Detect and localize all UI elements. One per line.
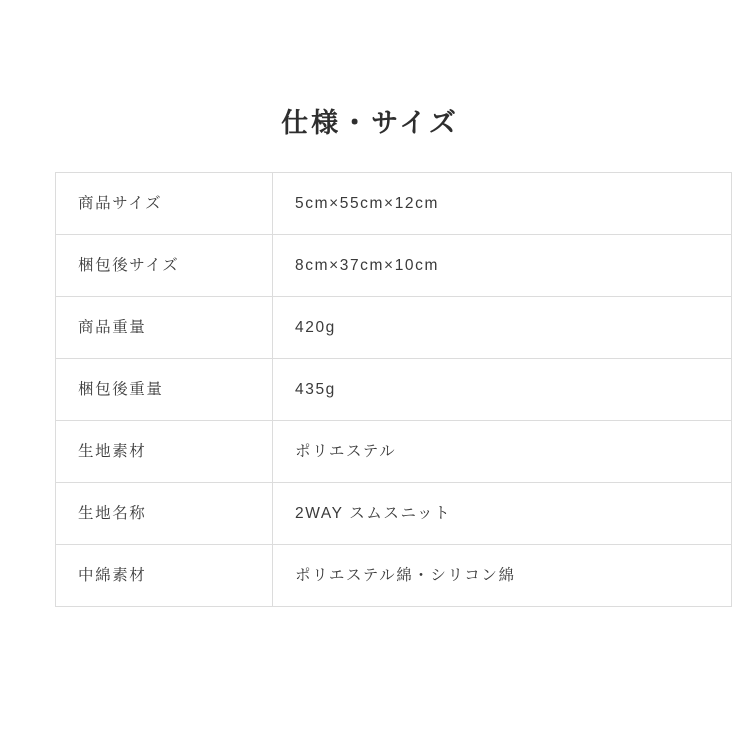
spec-label: 生地素材 [56,421,273,483]
spec-value: 2WAY スムスニット [273,483,732,545]
spec-label: 生地名称 [56,483,273,545]
table-row [56,235,732,297]
spec-value: ポリエステル綿・シリコン綿 [273,545,732,607]
spec-value: 5cm×55cm×12cm [273,173,732,235]
table-row [56,421,732,483]
spec-table-body [56,173,732,607]
table-row [56,173,732,235]
spec-table [55,172,732,607]
spec-label: 商品サイズ [56,173,273,235]
spec-label: 商品重量 [56,297,273,359]
spec-value: ポリエステル [273,421,732,483]
spec-label: 梱包後重量 [56,359,273,421]
table-row [56,483,732,545]
spec-value: 8cm×37cm×10cm [273,235,732,297]
spec-value: 420g [273,297,732,359]
page-title: 仕様・サイズ [281,108,459,139]
table-row [56,545,732,607]
table-row [56,359,732,421]
spec-label: 中綿素材 [56,545,273,607]
spec-label: 梱包後サイズ [56,235,273,297]
table-row [56,297,732,359]
spec-value: 435g [273,359,732,421]
spec-table-container [55,172,685,607]
